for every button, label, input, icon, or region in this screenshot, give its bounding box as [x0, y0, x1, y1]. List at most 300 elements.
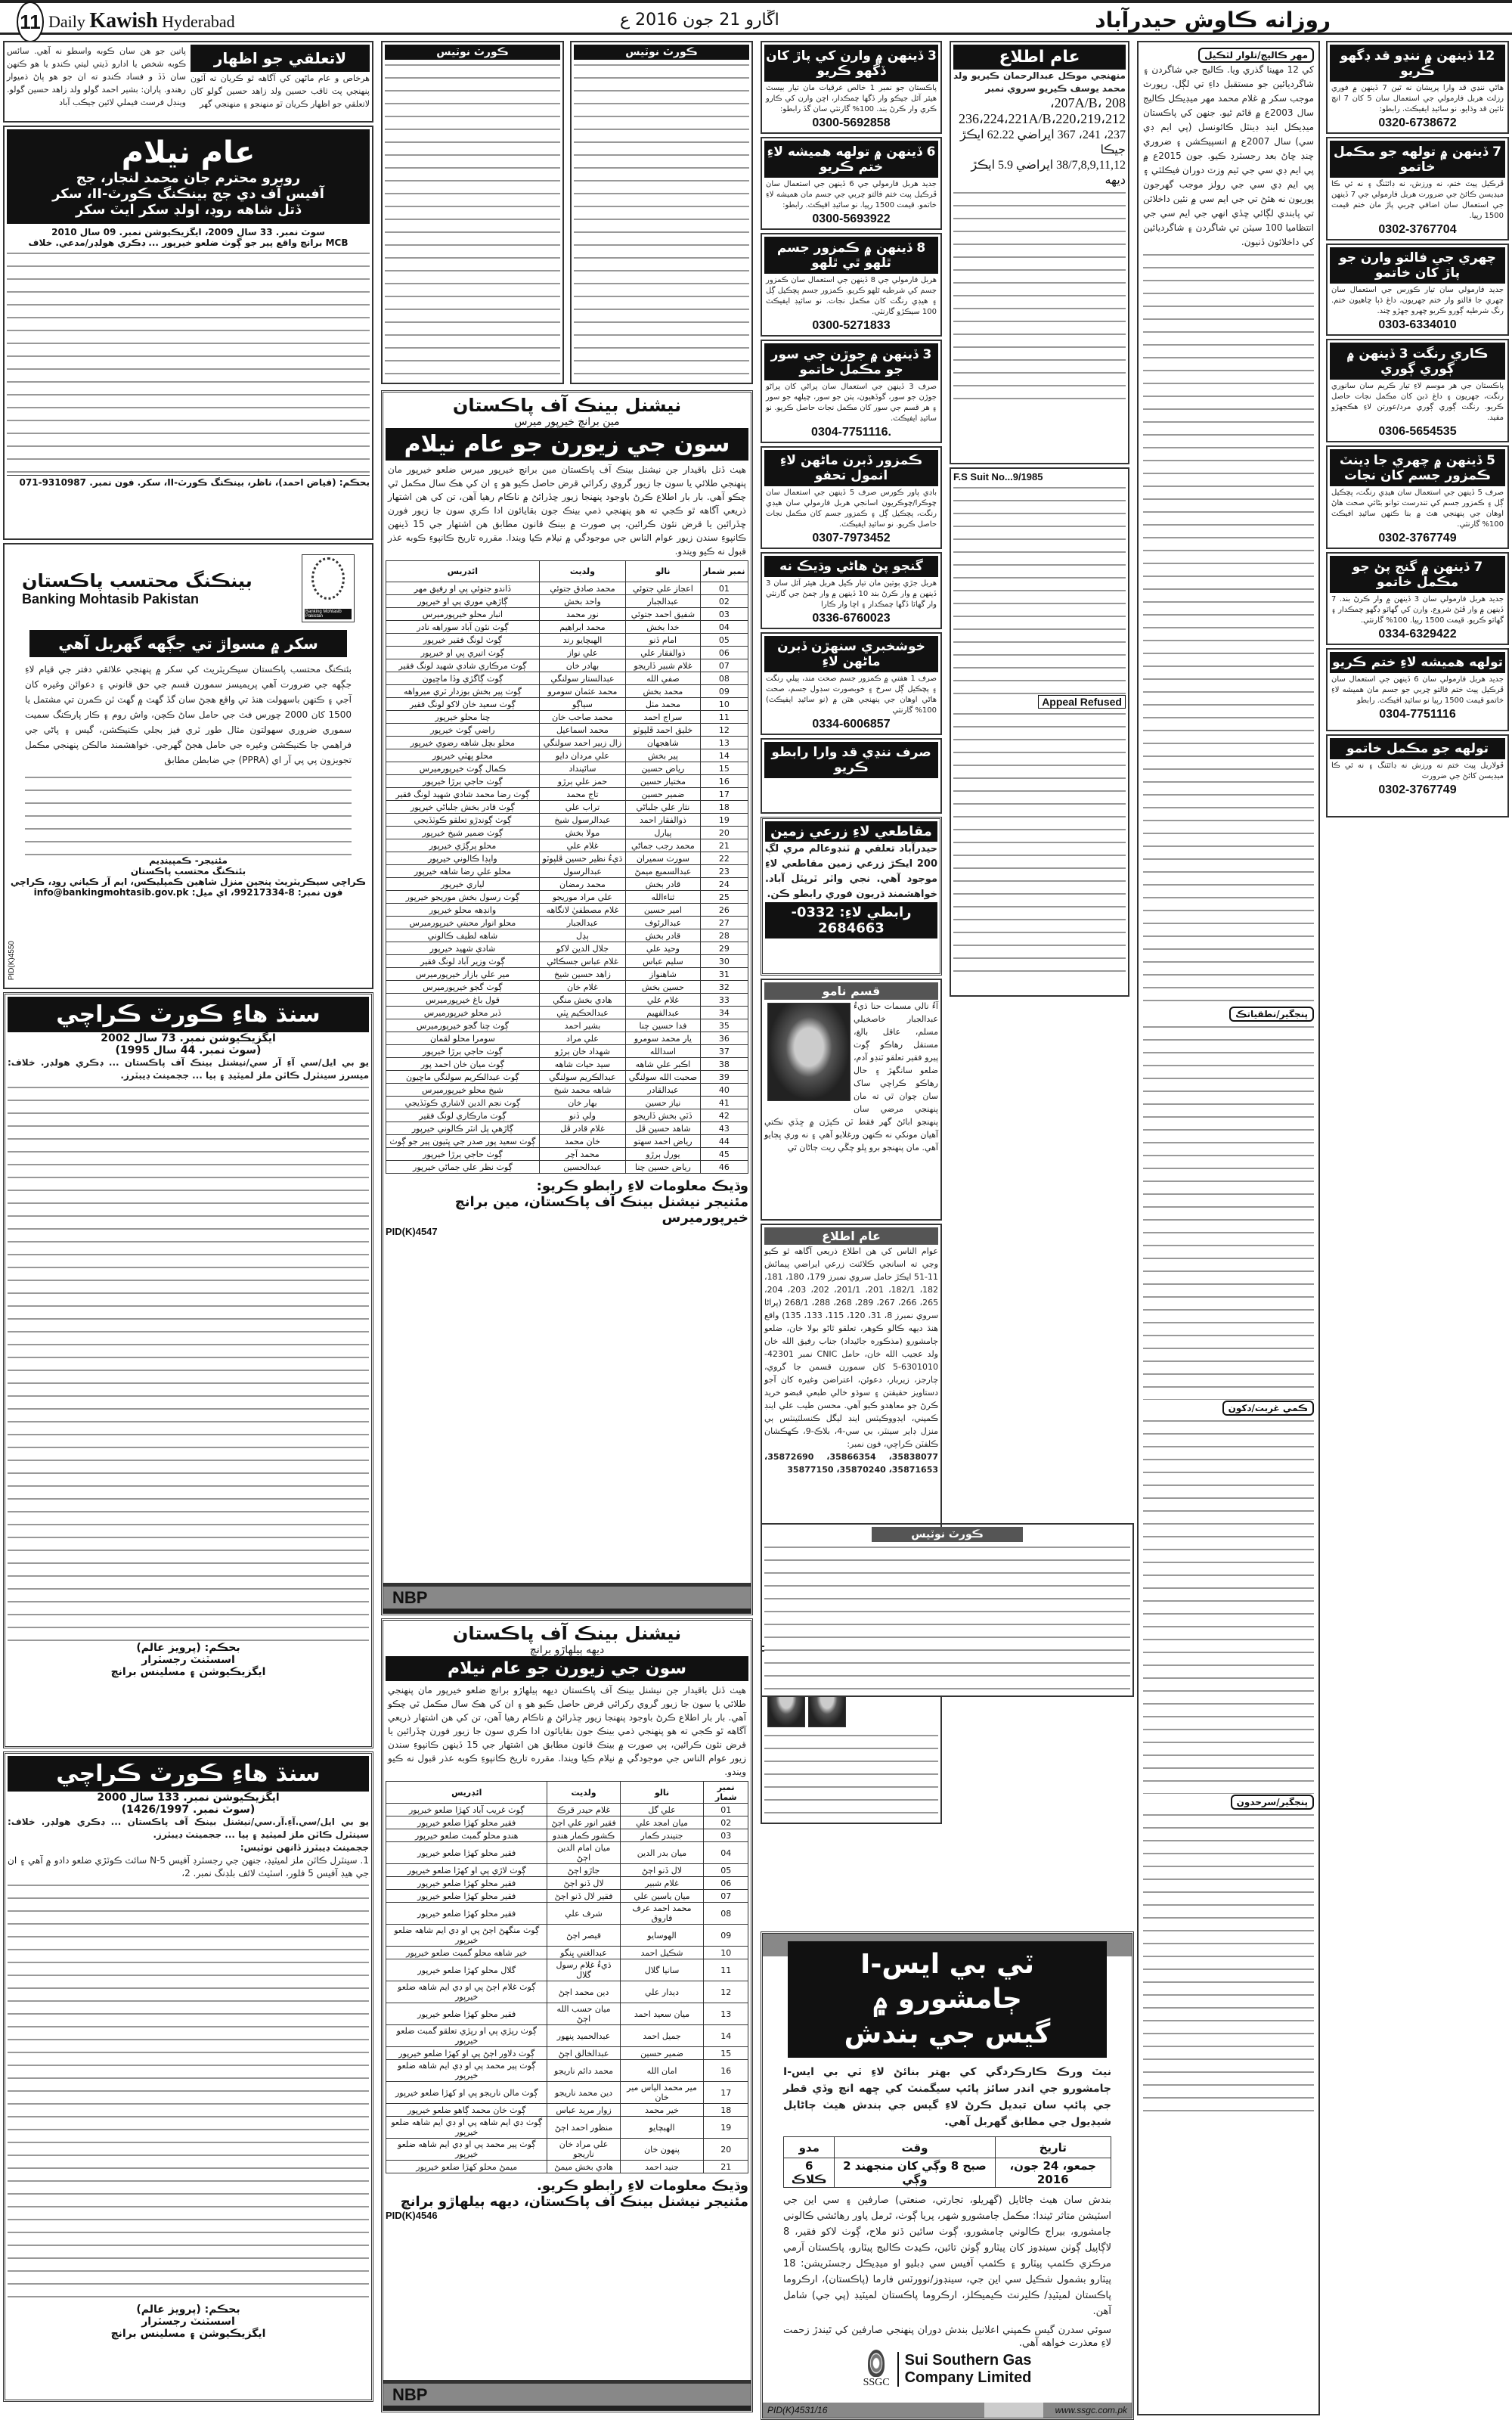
- table-cell: عبدالفهيم: [626, 1007, 701, 1019]
- table-cell: صفي الله: [626, 672, 701, 685]
- table-cell: شفيق احمد جتوئي: [626, 608, 701, 621]
- table-cell: مير محمد الياس مير خان: [620, 2082, 704, 2104]
- table-cell: جلال الدين لاکو: [539, 942, 625, 955]
- mohtasib-contact: فون نمبر: 8-99217334، اي ميل: info@bankingmohtasib.gov.pk: [33, 887, 343, 898]
- table-cell: ڳوٺ نظر علي جماڻي خيرپور: [386, 1161, 540, 1174]
- nbp-logo: NBP: [392, 2385, 428, 2404]
- table-cell: تراب علي: [539, 801, 625, 814]
- table-cell: غلام خان: [539, 981, 625, 994]
- table-cell: ڳوٺ پير محمد پي او ڊي ايم شاهه ضلعو خيرپور: [386, 2139, 547, 2161]
- table-cell: ڏاندو جتوئي پي او رفيق مهر: [386, 582, 540, 595]
- table-cell: عبدالسميع ميمڻ: [626, 865, 701, 878]
- masthead: [0, 0, 1512, 35]
- sindhi-masthead: روزانه ڪاوش حيدرآباد: [1095, 8, 1331, 33]
- classified-ad: [1326, 137, 1509, 240]
- table-row: [386, 891, 748, 904]
- table-cell: صحبت الله سولنگي: [626, 1071, 701, 1084]
- table-row: [386, 2082, 748, 2104]
- table-cell: شادي شهيد خيرپور: [386, 942, 540, 955]
- table-row: [386, 1084, 748, 1097]
- table-cell: رياض حسين چنا: [626, 1161, 701, 1174]
- table-cell: 12: [704, 1981, 748, 2003]
- english-masthead: Daily Kawish Hyderabad: [48, 9, 235, 33]
- table-cell: 04: [704, 1842, 748, 1864]
- table-cell: قيصر اڄڻ: [547, 1925, 620, 1947]
- table-cell: چنا محلو خيرپور: [386, 711, 540, 724]
- table-cell: 36: [700, 1032, 748, 1045]
- table-cell: 19: [704, 2117, 748, 2139]
- ad-phone: 0336-6760023: [812, 612, 891, 625]
- table-cell: 18: [700, 801, 748, 814]
- table-cell: ذوالفقار علي: [626, 647, 701, 659]
- table-cell: گلال محلو کهڙا ضلعو خيرپور: [386, 1959, 547, 1981]
- table-cell: شهداد خان ٻرڙو: [539, 1045, 625, 1058]
- table-cell: قادر بخش: [626, 929, 701, 942]
- table-cell: 21: [700, 839, 748, 852]
- table-row: [386, 878, 748, 891]
- table-cell: 02: [700, 595, 748, 608]
- table-cell: 42: [700, 1109, 748, 1122]
- table-cell: 37: [700, 1045, 748, 1058]
- table-cell: پير بخش: [626, 749, 701, 762]
- table-cell: ديدار علي: [620, 1981, 704, 2003]
- table-cell: سائينداد: [539, 762, 625, 775]
- table-cell: 01: [700, 582, 748, 595]
- table-cell: 17: [700, 788, 748, 801]
- table-cell: 15: [704, 2047, 748, 2060]
- page-number: 11: [17, 2, 44, 42]
- table-cell: 25: [700, 891, 748, 904]
- ad-phone: 0303-6334010: [1378, 318, 1457, 331]
- classified-ad: [1326, 445, 1509, 549]
- table-cell: عبدالقادر: [626, 1084, 701, 1097]
- flame-icon: [868, 2350, 885, 2377]
- ad-body: جديد هربل فارمولي سان 3 ڏينهن ۾ وار ڪرڻ بند. 7 ڏينهن ۾ وار ڦٽڻ شروع. وارن کي گهاٽو ڊگهو چمڪدار ۽ گهاٽو ڪريو. قيمت 1500 رپيا. 100% گارنٽي.: [1331, 595, 1504, 625]
- table-cell: 03: [704, 1829, 748, 1842]
- table-row: [386, 762, 748, 775]
- table-cell: خليق احمد ڦلپوٽو: [626, 724, 701, 737]
- classified-ad: [1326, 648, 1509, 731]
- classified-ad: [1326, 734, 1509, 817]
- table-row: [386, 904, 748, 917]
- table-cell: 10: [700, 698, 748, 711]
- table-cell: 10: [704, 1947, 748, 1959]
- table-cell: شاهنواز: [626, 968, 701, 981]
- disclaimer-ad: لاتعلقي جو اظهار هرخاص و عام ماڻهن کي آگاهه ٿو ڪريان ته آئون پنهنجي پٽ ثاقب حسين ولد زاهد حسين گولو کان لاتعلقي جو اظهار ڪريان ٿو منهنجو ۽ منهنجي گهر پاتين جو هن سان ڪوبه واسطو نه آهي. سائس ڪوبه شخص يا ادارو ڏيتي ليتي ڪندو يا هو ڪنهن سان ڏڏ و فساد ڪندو ته ان جو هو پاڻ ذميوار رهندو. پاران: بشير احمد گولو ولد زاهد حسين گولو. وينڊل فرسٽ فيملي لائين جيڪب آباد: [3, 41, 373, 123]
- table-cell: حسين بخش: [626, 981, 701, 994]
- table-row: [386, 2104, 748, 2117]
- table-cell: 30: [700, 955, 748, 968]
- table-cell: فقير لال ڏنو اڄڻ: [547, 1890, 620, 1903]
- ad-body: صرف 1 هفتي ۾ ڪمزور جسم صحت مند، پيلي رنگت ۽ پچڪيل ڳل سرخ ۽ خوبصورت سڊول جسم، صحت هاڻي اوهان جي پنهنجي هٿن ۾ (نو سائيڊ ايفيڪٽ) 100% گارنٽي: [766, 675, 937, 715]
- table-row: [386, 827, 748, 839]
- ad-phone: 0307-7973452: [812, 532, 891, 544]
- table-cell: بشير احمد: [539, 1019, 625, 1032]
- table-cell: سراج احمد: [626, 711, 701, 724]
- ad-phone: 0300-5693922: [812, 213, 891, 225]
- table-cell: امان الله: [620, 2060, 704, 2082]
- table-row: [386, 2117, 748, 2139]
- brand-name: Kawish: [89, 9, 158, 33]
- table-cell: 09: [704, 1925, 748, 1947]
- table-cell: 38: [700, 1058, 748, 1071]
- table-cell: 15: [700, 762, 748, 775]
- table-cell: ڳوٺ حاجي ٻرڙا خيرپور: [386, 1148, 540, 1161]
- table-row: [386, 942, 748, 955]
- court-notice-b: ڪورٽ نوٽيس: [570, 41, 753, 384]
- table-row: [386, 659, 748, 672]
- table-cell: محلو انوار محبتي خيرپورميرس: [386, 917, 540, 929]
- table-row: [386, 2161, 748, 2173]
- classified-ad: [761, 552, 942, 629]
- ad-title: 3 ڏينهن ۾ جوڙن جي سور جو مڪمل خاتمو: [764, 343, 938, 380]
- ad-phone: 0306-5654535: [1378, 425, 1457, 438]
- table-cell: 40: [700, 1084, 748, 1097]
- table-cell: امير حسين: [626, 904, 701, 917]
- table-cell: عبدالرسول: [539, 865, 625, 878]
- table-cell: عبدالجبار: [626, 595, 701, 608]
- table-cell: محمد رمضان: [539, 878, 625, 891]
- table-cell: 14: [704, 2025, 748, 2047]
- table-cell: رياض احمد سهتو: [626, 1135, 701, 1148]
- table-cell: ڳوٺ خان محمد ڳاهو ضلعو خيرپور: [386, 2104, 547, 2117]
- table-header: ائڊريس: [386, 1782, 547, 1804]
- table-cell: رياض حسين: [626, 762, 701, 775]
- table-cell: محمد احمد عرف فاروق: [620, 1903, 704, 1925]
- table-cell: 28: [700, 929, 748, 942]
- ad-body: هربل فارمولي جي 8 ڏينهن جي استعمال سان ڪمزور جسم کي شرطيه ٿلهو ڪريو. ڪمزور جسم پچڪيل ڳل ۽ هيڊي رنگت کان مڪمل نجات. نو سائيڊ ايفيڪٽ 100 سيڪڙو گارنٽي.: [766, 276, 937, 316]
- ad-title: گنجو پڻ هاڻي وڌيڪ نه: [764, 556, 938, 577]
- table-row: [386, 801, 748, 814]
- table-row: [386, 1019, 748, 1032]
- table-cell: دين محمد اڄڻ: [547, 1981, 620, 2003]
- ssgc-url: www.ssgc.com.pk: [1055, 2405, 1127, 2415]
- ad-body: هربل جڙي ٻوٽين مان تيار ڪيل هربل هيئر آئل سان 3 ڏينهن ۾ وار ڪرڻ بند 10 ڏينهن ۾ وار ڄمڻ جي گارنٽي وار گهاٽا ڏگها چمڪدار ۽ اڇا وار ڪارا: [766, 579, 937, 609]
- table-cell: 13: [700, 737, 748, 749]
- table-row: [386, 1947, 748, 1959]
- column-4: [947, 38, 1132, 2417]
- table-row: [386, 955, 748, 968]
- table-cell: 29: [700, 942, 748, 955]
- table-cell: ڳوٺ نئون آباد سوراهه نادر: [386, 621, 540, 634]
- ad-title: ڪمزور ڏبرن ماڻهن لاءِ انمول تحفو: [764, 450, 938, 486]
- table-cell: نور محمد: [539, 608, 625, 621]
- column-5: [1134, 38, 1512, 2417]
- table-cell: ڳوٺ سعيد خان لاکو لونگ فقير: [386, 698, 540, 711]
- table-cell: غلام علي: [626, 994, 701, 1007]
- table-cell: ثناءالله: [626, 891, 701, 904]
- table-cell: ڳوٺ نجم الدين لاشاري ڪوٽڏيجي: [386, 1097, 540, 1109]
- table-cell: 05: [700, 634, 748, 647]
- table-cell: 22: [700, 852, 748, 865]
- table-cell: 01: [704, 1804, 748, 1816]
- table-cell: ڳوٺ رپڙي پي او رپڙي تعلقو گمبٽ ضلعو خيرپور: [386, 2025, 547, 2047]
- table-cell: شاهد حسين ڦل: [626, 1122, 701, 1135]
- table-cell: عبدالستار سولنگي: [539, 672, 625, 685]
- table-cell: 35: [700, 1019, 748, 1032]
- table-row: [386, 621, 748, 634]
- ad-title: صرف ننڍي قد وارا رابطو ڪريو: [764, 742, 938, 778]
- public-notice: عام اطلاع عوام الناس کي هن اطلاع ذريعي آگاهه ٿو ڪيو وڃي ته اسانجي ڪلائنٽ زرعي ايراضي پيمائش 11-51 ايڪڙ حامل سروي نمبرز 179، 180، 181، 182، 182/1، 201، 201/1، 202، 203، 204، 265، 266، 267، 289، 268، 288، 268/1 (پراڻا سروي نمبرز 8، 31، 120، 115، 133، 135) واقع هنڌ ديهه ڪالو ڪوهر، تعلقو ٿاڻو بولا خان، ضلعو ڄامشورو (مذڪوره جائيداد) جناب رفيق الله خان ولد عجيب الله خان، حامل CNIC نمبر 42301-6301010-5 کان سمورن قسمن جا گروي، چارجز، زيربار، دعوئن، اعتراضن وغيره کان آجو دستاويز حقيقتن ۽ سوڌو خالي طبعي قبضو خريد ڪرڻ جو معاهدو ڪيو آهي. محسن طيب علي اينڊ ڪمپني، ايڊووڪيٽس اينڊ ليگل ڪنسلٽينٽس ٻي منزل ڊاير سينٽر، بي سي-4، بلاڪ-9، ڪهڪشان ڪلفٽن ڪراچي، فون نمبر: 35838077، 35866354، 35872690، 35871653، 35870240، 35877150: [761, 1224, 942, 1647]
- mohtasib-brand-en: Banking Mohtasib Pakistan: [22, 591, 200, 607]
- table-cell: ڳوٺ غريب آباد کهڙا ضلعو خيرپور: [386, 1804, 547, 1816]
- table-cell: خدا بخش: [626, 621, 701, 634]
- table-cell: اعجاز علي جتوئي: [626, 582, 701, 595]
- table-row: [386, 749, 748, 762]
- table-cell: ڳوٺ ميان خان احمد پور: [386, 1058, 540, 1071]
- column-2: [378, 38, 756, 2417]
- table-row: [386, 775, 748, 788]
- table-cell: زال زبير احمد سولنگي: [539, 737, 625, 749]
- table-cell: اڪبر علي شاهه: [626, 1058, 701, 1071]
- table-cell: 11: [704, 1959, 748, 1981]
- table-cell: محمد صاحب خان: [539, 711, 625, 724]
- banking-mohtasib-ad: بينڪنگ محتسب پاڪستان Banking Mohtasib Pakistan Banking Mohtasib Pakistan سکر ۾ مسواڙ تي جڳهه گهربل آهي بئنڪنگ محتسب پاڪستان سيڪريٽريٽ کي سکر ۾ پنهنجي علائقي دفتر جي قيام لاءِ جڳهه جي ضرورت آهي پريميسز سمورن قسم جي حق قانوني ۽ دعوائن وغيره کان آجي ۽ ڪنهن باسهولت هنڌ تي واقع هجڻ سان گڏ گهٽ ۾ گهٽ ٽن ڪمرن تي مشتمل يا 1500 کان 2000 چورس فٽ جي حامل ساڻ ڪچن، واش روم ۽ ڪار پارڪنگ سميت سموري ضروري سهولتون مثال طور ٽري فيز بجلي ڪنيڪشن، گيس ۽ پاڻي جي فراهمي جا ڪنيڪشن وغيره جي حامل هجڻ گهرجي. خواهشمند مالڪن پنهنجي مڪمل تجويزون پي پي آر اي (PPRA) جي ضابطن مطابق مئنيجر- ڪمپينڊيم بئنڪنگ محتسب پاڪستان ڪراچي سيڪريٽريٽ پنجين منزل شاهين ڪمپليڪس، ايم آر ڪياني روڊ، ڪراچي فون نمبر: 8-99217334، اي ميل: info@bankingmohtasib.gov.pk PID(K)4550: [3, 543, 373, 989]
- table-cell: 08: [700, 672, 748, 685]
- table-cell: ڳاڙهي موري پي او خيرپور: [386, 595, 540, 608]
- ad-title: تولهه هميشه لاءِ ختم ڪريو: [1330, 652, 1505, 673]
- ad-title: 5 ڏينهن ۾ چهري جا ڊينٽ ڪمزور جسم کان نجات: [1330, 449, 1505, 486]
- table-row: [386, 1981, 748, 2003]
- nbp1-defaulters-table: [386, 560, 748, 1174]
- ad-phone: 0300-5692858: [812, 116, 891, 129]
- table-cell: ڳوٺ دلاور اڄڻ پي او کهڙا ضلعو خيرپور: [386, 2047, 547, 2060]
- classified-ad: [1326, 41, 1509, 134]
- table-cell: نثار علي جلباڻي: [626, 801, 701, 814]
- table-cell: محمد مٺل: [626, 698, 701, 711]
- table-cell: خير شاهه محلو گمبٽ ضلعو خيرپور: [386, 1947, 547, 1959]
- table-cell: محمد صادق جتوئي: [539, 582, 625, 595]
- nbp-gold-auction-bhelharo: نيشنل بينڪ آف پاڪستان ديهه ٻيلهاڙو برانچ سون جي زيورن جو عام نيلام هيٺ ڏنل باقيدار جن نيشنل بينڪ آف پاڪستان ديهه ٻيلهاڙو برانچ ضلعو خيرپور مان پنهنجي طلائي يا سون جا زيور گروي رکرائي قرض حاصل ڪيو هو ۽ ان کي هڪ سال مڪمل ٿي چڪو آهي. بار بار اطلاع ڪرڻ باوجود پنهنجا زيور ڇڏرائڻ ۾ ناڪام رهيا آهن، تن کي هن اشتهار ذريعي آگاهه ٿو ڪجي ته هو پنهنجي ذمي بينڪ جون بقايائون ادا ڪري سون جا زيور فورن ڇڏرائين يا قرض نئون ڪرائين، ٻي صورت ۾ بينڪ قانون مطابق هن اشتهار جي 15 ڏينهن ڪانپوءِ سندن زيور عوام الناس جي موجودگي ۾ نيلام ڪيا ويندا. مقرره تاريخ ڪانپوءِ ڪوبه عذر قبول نه ڪيو ويندو. نمبر شمار نالو ولديت ائڊريس 01 علي گل غلام حيدر قرڪ ڳوٺ غريب آباد کهڙا ضلعو خيرپور 02 ميان امجد علي فقير انور علي اڄڻ فقير محلو کهڙا ضلعو خيرپور 03 جتيندر ڪمار ڪشور ڪمار هندو هندو محلو گمبٽ ضلعو خيرپور 04 ميان بدر الدين ميان امام الدين اڄڻ فقير محلو کهڙا ضلعو خيرپور 05 لال ڏنو اڄڻ جاڙو اڄڻ ڳوٺ لاڙي پي او کهڙا ضلعو خيرپور 06 غلام شبير لال ڏنو اڄڻ فقير محلو کهڙا ضلعو خيرپور 07 ميان ياسين علي فقير لال ڏنو اڄڻ فقير محلو کهڙا ضلعو خيرپور 08 محمد احمد عرف فاروق شرف علي فقير محلو کهڙا ضلعو خيرپور 09 الهوسايو قيصر اڄڻ ڳوٺ منگهڻ اڄڻ پي او ڊي ايم شاهه ضلعو خيرپور 10 شڪيل احمد عبدالغني ڀنگو خير شاهه محلو گمبٽ ضلعو خيرپور 11 سانيا گلال ڌيءُ غلام رسول گلال گلال محلو کهڙا ضلعو خيرپور 12 ديدار علي دين محمد اڄڻ ڳوٺ غلام اڄڻ پي او ڊي ايم شاهه ضلعو خيرپور 13 ميان سعيد احمد ميان حسب الله اڄڻ فقير محلو کهڙا ضلعو خيرپور 14 جميل احمد عبدالحميد پنهور ڳوٺ رپڙي پي او رپڙي تعلقو گمبٽ ضلعو خيرپور 15 ضمير حسين عبدالخالق اڄڻ ڳوٺ دلاور اڄڻ پي او کهڙا ضلعو خيرپور 16 امان الله محمد دائم ناريجو ڳوٺ پير محمد پي او ڊي ايم شاهه ضلعو خيرپور 17 مير محمد الياس مير خان دين محمد ناريجو ڳوٺ مالن ناريجو پي او کهڙا ضلعو خيرپور 18 خير محمد زوار مريد عباس ڳوٺ خان محمد ڳاهو ضلعو خيرپور 19 الهبچايو منظور احمد اڄڻ ڳوٺ ڊي ايم شاهه پي او ڊي ايم شاهه ضلعو خيرپور 20 پنهون خان علي مراد خان ناريجو ڳوٺ پير محمد پي او ڊي ايم شاهه ضلعو خيرپور 21 جنيد احمد هادي بخش ميمڻ ميمڻ محلو کهڙا ضلعو خيرپور وڌيڪ معلومات لاءِ رابطو ڪريو. مئنيجر نيشنل بينڪ آف پاڪستان، ديهه ٻيلهاڙو برانچ PID(K)4546 NBP: [381, 1618, 753, 2412]
- table-cell: 43: [700, 1122, 748, 1135]
- table-cell: ڳوٺ لاڙي پي او کهڙا ضلعو خيرپور: [386, 1864, 547, 1877]
- table-cell: 11: [700, 711, 748, 724]
- sindh-high-court-notice-1: سنڌ هاءِ ڪورٽ ڪراچي ايگزيڪيوشن نمبر. 73 سال 2002 (سوٽ نمبر. 44 سال 1995) يو بي ايل/سي آءِ آر سي/نيشنل بينڪ آف پاڪستان ... ڊڪري هولڊر. خلاف: ميسرز سينٽرل ڪاٽن ملز لميٽيڊ ۽ ٻيا ... ججمينٽ ڊيبٽرز. بحڪم: (پرويز عالم) اسسٽنٽ رجسٽرار ايگزيڪيوشن ۽ مسلينس برانچ: [3, 992, 373, 1748]
- classified-ad: [761, 446, 942, 549]
- table-cell: 39: [700, 1071, 748, 1084]
- table-cell: 05: [704, 1864, 748, 1877]
- table-cell: فدا حسين چنا: [626, 1019, 701, 1032]
- table-cell: الهوسايو: [620, 1925, 704, 1947]
- table-cell: 21: [704, 2161, 748, 2173]
- table-cell: 14: [700, 749, 748, 762]
- ssgc-logo: SSGC Sui Southern Gas Company Limited: [765, 2350, 1129, 2389]
- table-cell: فقير محلو کهڙا ضلعو خيرپور: [386, 1877, 547, 1890]
- affidavit-1: قسم نامو آءُ نالي مسمات حنا ڌيءُ عبدالجبار خاصخيلي مسلم، عاقل بالغ، مستقل رهاڪو ڳوٺ پيرو فقير تعلقو ٽنڊو آدم، ضلعو سانگهڙ ۽ حال رهاڪو ڪراچي ساک سان چوان ٿي ته مان پنهنجي مرضي سان پنهنجو ابائڻ گهر فقط ٽن ڪپڙن ۾ ڇڏي نڪتي آهيان مونکي نه ڪنهن ورغلايو آهي ۽ نه وري ڀڄايو آهي. مان پنهنجو برو ڀلو چڱي ريت ڄاڻان ٿي: [761, 979, 942, 1221]
- table-cell: ڳوٺ وزير آباد لونگ فقير: [386, 955, 540, 968]
- table-cell: 04: [700, 621, 748, 634]
- table-cell: علي نواز: [539, 647, 625, 659]
- table-cell: عبدالحسين: [539, 1161, 625, 1174]
- table-cell: 12: [700, 724, 748, 737]
- table-cell: عبدالرئوف: [626, 917, 701, 929]
- agri-land-ad: مقاطعي لاءِ زرعي زمين حيدرآباد تعلقي ۾ ٽنڊوعالم مري لڳ 200 ايڪڙ زرعي زمين مقاطعي لاءِ موجود آهي. نجي واٽر ٽرپٽل آباد. خواهشمند ڌريون فوري رابطو ڪن. رابطي لاءِ: 0332-2684663: [761, 817, 942, 976]
- ad-phone: 0304-7751116: [1379, 708, 1456, 721]
- table-cell: ڪمال ڳوٺ خيرپورميرس: [386, 762, 540, 775]
- table-cell: ڳوٺ مارڪاري لونگ فقير: [386, 1109, 540, 1122]
- table-cell: ضمير حسين: [620, 2047, 704, 2060]
- table-row: [386, 1829, 748, 1842]
- table-header: ائڊريس: [386, 561, 540, 582]
- table-cell: قادر بخش: [626, 878, 701, 891]
- table-cell: 09: [700, 685, 748, 698]
- ad-body: صرف 3 ڏينهن جي استعمال سان پراڻي کان پراڻو جوڙن جو سور، گوڏهيون، پٺن جو سور، چيلهه جو سور ۽ هر قسم جي سور کان مڪمل نجات حاصل ڪريو. نو سائيڊ ايفيڪٽ.: [766, 383, 937, 423]
- table-cell: غلام شبير ڏاريجو: [626, 659, 701, 672]
- table-cell: علي مراد: [539, 1032, 625, 1045]
- table-cell: يورل ٻرڙو: [626, 1148, 701, 1161]
- table-row: [386, 865, 748, 878]
- ad-title: ڪاري رنگت 3 ڏينهن ۾ ڳوري ڳوري: [1330, 343, 1505, 380]
- table-cell: محمد دائم ناريجو: [547, 2060, 620, 2082]
- table-row: [386, 1007, 748, 1019]
- table-cell: ڳوٺ مالن ناريجو پي او کهڙا ضلعو خيرپور: [386, 2082, 547, 2104]
- table-cell: ڳوٺ رضا محمد شادي شهيد لونگ فقير: [386, 788, 540, 801]
- table-row: [386, 1135, 748, 1148]
- table-cell: شاهه لطيف ڪالوني: [386, 929, 540, 942]
- table-cell: 08: [704, 1903, 748, 1925]
- table-cell: 41: [700, 1097, 748, 1109]
- table-row: [386, 1804, 748, 1816]
- table-cell: غلام قادر ڦل: [539, 1122, 625, 1135]
- table-cell: جميل احمد: [620, 2025, 704, 2047]
- table-cell: فقير محلو کهڙا ضلعو خيرپور: [386, 1816, 547, 1829]
- table-cell: 26: [700, 904, 748, 917]
- table-cell: هادي بخش منگي: [539, 994, 625, 1007]
- table-cell: سانيا گلال: [620, 1959, 704, 1981]
- ad-phone: 0334-6006857: [812, 718, 891, 731]
- table-cell: 27: [700, 917, 748, 929]
- table-cell: ڪشور ڪمار هندو: [547, 1829, 620, 1842]
- table-cell: محمد رجب جماڻي: [626, 839, 701, 852]
- table-row: [386, 1148, 748, 1161]
- table-row: [386, 1045, 748, 1058]
- table-row: [386, 839, 748, 852]
- nbp2-defaulters-table: [386, 1781, 748, 2173]
- table-cell: 20: [700, 827, 748, 839]
- table-cell: خان محمد: [539, 1135, 625, 1148]
- table-cell: ميان بدر الدين: [620, 1842, 704, 1864]
- table-cell: هندو محلو گمبٽ ضلعو خيرپور: [386, 1829, 547, 1842]
- table-row: [386, 2139, 748, 2161]
- table-cell: ڳوٺ ڳوندڙو تعلقو ڪوٽڏيجي: [386, 814, 540, 827]
- table-cell: مختيار حسين: [626, 775, 701, 788]
- table-cell: وحيد علي: [626, 942, 701, 955]
- table-cell: ڳوٺ سعيد پور صدر جي ڀٽيون پير جو ڳوٺ: [386, 1135, 540, 1148]
- table-cell: ڌيءُ نظير حسين ڦلپوٽو: [539, 852, 625, 865]
- table-cell: بهادر خان: [539, 659, 625, 672]
- table-row: [386, 788, 748, 801]
- table-cell: ڳوٺ منگهڻ اڄڻ پي او ڊي ايم شاهه ضلعو خيرپور: [386, 1925, 547, 1947]
- table-cell: علي مراد خان ناريجو: [547, 2139, 620, 2161]
- affidavit-photo: [767, 1003, 850, 1101]
- ad-title: 7 ڏينهن ۾ گنج پڻ جو مڪمل خاتمو: [1330, 556, 1505, 593]
- table-cell: زوار مريد عباس: [547, 2104, 620, 2117]
- table-row: [386, 711, 748, 724]
- ad-body: ڦرڪيل پيٽ ختم، نه ورزش، نه ڊائٽنگ ۽ نه ئي ڪا ميڊيسن ڪائڻ جي ضرورت هربل فارمولي جي 7 ڏينهن جي استعمال سان اضافي چربي پاڙ مان ختم قيمت 1500 رپيا.: [1331, 180, 1504, 220]
- ad-phone: 0302-3767749: [1378, 532, 1457, 544]
- table-cell: سياڳو: [539, 698, 625, 711]
- ad-title: خوشخبري سنهڙن ڏبرن ماڻهن لاءِ: [764, 636, 938, 672]
- ad-title: تولهه جو مڪمل خاتمو: [1330, 738, 1505, 759]
- emblem-icon: Banking Mohtasib Pakistan: [302, 554, 355, 622]
- ad-title: 8 ڏينهن ۾ ڪمزور جسم ٿلهو ٿي ٿلهو: [764, 237, 938, 274]
- table-row: [386, 724, 748, 737]
- table-cell: خير محمد: [620, 2104, 704, 2117]
- table-row: [386, 647, 748, 659]
- table-cell: شرف علي: [547, 1903, 620, 1925]
- classified-ad: [761, 340, 942, 443]
- table-cell: محلو ڀهٽي خيرپور: [386, 749, 540, 762]
- ad-phone: 0320-6738672: [1378, 116, 1457, 129]
- table-cell: مولا بخش: [539, 827, 625, 839]
- table-cell: غلام حيدر قرڪ: [547, 1804, 620, 1816]
- classified-ad: [761, 233, 942, 337]
- table-row: [386, 1071, 748, 1084]
- table-cell: ذوالفقار احمد: [626, 814, 701, 827]
- table-header: نالو: [626, 561, 701, 582]
- mohtasib-headline: سکر ۾ مسواڙ تي جڳهه گهربل آهي: [29, 630, 347, 657]
- table-cell: فقير محلو کهڙا ضلعو خيرپور: [386, 1842, 547, 1864]
- table-cell: 13: [704, 2003, 748, 2025]
- classified-ad: [761, 41, 942, 134]
- table-cell: جتيندر ڪمار: [620, 1829, 704, 1842]
- table-cell: عبدالخالق اڄڻ: [547, 2047, 620, 2060]
- ad-title: 12 ڏينهن ۾ ننڍو قد ڊگهو ڪريو: [1330, 45, 1505, 82]
- table-cell: عبدالغني ڀنگو: [547, 1947, 620, 1959]
- table-cell: غلام مصطفيٰ لانگاهه: [539, 904, 625, 917]
- table-row: [386, 1903, 748, 1925]
- table-cell: شيخ محلو خيرپورميرس: [386, 1084, 540, 1097]
- table-cell: لال ڏنو اڄڻ: [547, 1877, 620, 1890]
- table-cell: ڳوٺ ڳاگڙي وڏا ماڇيون: [386, 672, 540, 685]
- table-cell: ميان امجد علي: [620, 1816, 704, 1829]
- table-cell: 07: [700, 659, 748, 672]
- table-cell: غلام علي: [539, 839, 625, 852]
- table-cell: 18: [704, 2104, 748, 2117]
- table-cell: محمد بخش: [626, 685, 701, 698]
- table-cell: سورٺ سميران: [626, 852, 701, 865]
- table-cell: ڏبر محلو خيرپورميرس: [386, 1007, 540, 1019]
- auction-title: عام نيلام: [121, 135, 256, 170]
- table-cell: 33: [700, 994, 748, 1007]
- table-row: [386, 814, 748, 827]
- table-row: [386, 1925, 748, 1947]
- table-cell: عبدالحڪيم ڀٽي: [539, 1007, 625, 1019]
- nbp-gold-auction-khairpur: نيشنل بينڪ آف پاڪستان مين برانچ خيرپور ميرس سون جي زيورن جو عام نيلام هيٺ ڏنل باقيدار جن نيشنل بينڪ آف پاڪستان مين برانچ خيرپور ميرس ضلعو خيرپور مان پنهنجي طلائي يا سون جا زيور گروي رکرائي قرض حاصل ڪيو هو ۽ ان کي هڪ سال مڪمل ٿي چڪو آهي. بار بار اطلاع ڪرڻ باوجود پنهنجا زيور ڇڏرائڻ ۾ ناڪام رهيا آهن، تن کي هن اشتهار ذريعي آگاهه ٿو ڪجي ته هو پنهنجي ذمي بينڪ جون بقايائون ادا ڪري سون جا زيور فورن ڇڏرائين يا قرض نئون ڪرائين، ٻي صورت ۾ بينڪ قانون مطابق هن اشتهار جي 15 ڏينهن ڪانپوءِ سندن زيور عوام الناس جي موجودگي ۾ نيلام ڪيا ويندا. مقرره تاريخ ڪانپوءِ ڪوبه عذر قبول نه ڪيو ويندو. نمبر شمار نالو ولديت ائڊريس 01 اعجاز علي جتوئي محمد صادق جتوئي ڏاندو جتوئي پي او رفيق مهر 02 عبدالجبار واحد بخش ڳاڙهي موري پي او خيرپور 03 شفيق احمد جتوئي نور محمد انبار محلو خيرپورميرس 04 خدا بخش محمد ابراهيم ڳوٺ نئون آباد سوراهه نادر 05 امام ڏنو الهبچايو رند ڳوٺ لونگ فقير خيرپور 06 ذوالفقار علي علي نواز ڳوٺ اتيري پي او خيرپور 07 غلام شبير ڏاريجو بهادر خان ڳوٺ مرڪاري شادي شهيد لونگ فقير 08 صفي الله عبدالستار سولنگي ڳوٺ ڳاگڙي وڏا ماڇيون 09 محمد بخش محمد عثمان سومرو ڳوٺ پير بخش بوزدار ٽري ميرواهه 10 محمد مٺل سياڳو ڳوٺ سعيد خان لاکو لونگ فقير 11 سراج احمد محمد صاحب خان چنا محلو خيرپور 12 خليق احمد ڦلپوٽو محمد اسماعيل راضي ڳوٺ خيرپور 13 شاهجهان زال زبير احمد سولنگي محلو بچل شاهه رضوي خيرپور 14 پير بخش علي مردان دايو محلو ڀهٽي خيرپور 15 رياض حسين سائينداد ڪمال ڳوٺ خيرپورميرس 16 مختيار حسين حمز علي ٻرڙو ڳوٺ حاجي ٻرڙا خيرپور 17 ضمير حسين تاج محمد ڳوٺ رضا محمد شادي شهيد لونگ فقير 18 نثار علي جلباڻي تراب علي ڳوٺ قادر بخش جلباڻي خيرپور 19 ذوالفقار احمد عبدالرسول شيخ ڳوٺ ڳوندڙو تعلقو ڪوٽڏيجي 20 پيارل مولا بخش ڳوٺ ضمير شيخ خيرپور 21 محمد رجب جماڻي غلام علي محلو پرڳڙي خيرپور 22 سورٺ سميران ڌيءُ نظير حسين ڦلپوٽو واپڊا ڪالوني خيرپور 23 عبدالسميع ميمڻ عبدالرسول محلو علي رضا شاهه خيرپور 24 قادر بخش محمد رمضان لياري خيرپور 25 ثناءالله علي مراد موريجو ڳوٺ رسول بخش موريجو خيرپور 26 امير حسين غلام مصطفيٰ لانگاهه وانڍهه محلو خيرپور 27 عبدالرئوف عبدالجبار محلو انوار محبتي خيرپورميرس 28 قادر بخش ٻڍل شاهه لطيف ڪالوني 29 وحيد علي جلال الدين لاکو شادي شهيد خيرپور 30 سليم عباس غلام عباس جسڪاڻي ڳوٺ وزير آباد لونگ فقير 31 شاهنواز زاهد حسين شيخ مير علي بازار خيرپورميرس 32 حسين بخش غلام خان ڳوٺ گجو خيرپورميرس 33 غلام علي هادي بخش منگي قول باغ خيرپورميرس 34 عبدالفهيم عبدالحڪيم ڀٽي ڏبر محلو خيرپورميرس 35 فدا حسين چنا بشير احمد ڳوٺ چنا گجو خيرپورميرس 36 يار محمد سومرو علي مراد سومرا محلو لقمان 37 اسدالله شهداد خان ٻرڙو ڳوٺ حاجي ٻرڙا خيرپور 38 اڪبر علي شاهه سيد حيات شاهه ڳوٺ ميان خان احمد پور 39 صحبت الله سولنگي عبدالڪريم سولنگي ڳوٺ عبدالڪريم سولنگي ماڇيون 40 عبدالقادر شاهه محمد شيخ شيخ محلو خيرپورميرس 41 نياز حسين بهار خان ڳوٺ نجم الدين لاشاري ڪوٽڏيجي 42 ڏٽي بخش ڏاريجو ولي ڏنو ڳوٺ مارڪاري لونگ فقير 43 شاهد حسين ڦل غلام قادر ڦل ڳاڙهي پل انٽر ڪالوني خيرپور 44 رياض احمد سهتو خان محمد ڳوٺ سعيد پور صدر جي ڀٽيون پير جو ڳوٺ 45 يورل ٻرڙو محمد آچر ڳوٺ حاجي ٻرڙا خيرپور 46 رياض حسين چنا عبدالحسين ڳوٺ نظر علي جماڻي خيرپور وڌيڪ معلومات لاءِ رابطو ڪريو: مئنيجر نيشنل بينڪ آف پاڪستان، مين برانچ خيرپورميرس PID(K)4547 NBP: [381, 390, 753, 1615]
- table-cell: 16: [704, 2060, 748, 2082]
- table-header: ولديت: [539, 561, 625, 582]
- table-cell: ميمڻ محلو کهڙا ضلعو خيرپور: [386, 2161, 547, 2173]
- disclaimer-title: لاتعلقي جو اظهار: [191, 45, 370, 72]
- table-cell: واحد بخش: [539, 595, 625, 608]
- table-cell: ڳوٺ گجو خيرپورميرس: [386, 981, 540, 994]
- table-cell: ڏٽي بخش ڏاريجو: [626, 1109, 701, 1122]
- table-row: [386, 1161, 748, 1174]
- table-cell: محلو پرڳڙي خيرپور: [386, 839, 540, 852]
- table-row: [386, 1122, 748, 1135]
- ad-title: 7 ڏينهن ۾ تولهه جو مڪمل خاتمو: [1330, 141, 1505, 178]
- table-header: نمبر شمار: [700, 561, 748, 582]
- court-notice-c: ڪورٽ نوٽيس: [761, 1523, 1134, 1697]
- table-cell: ڳوٺ غلام اڄڻ پي او ڊي ايم شاهه ضلعو خيرپور: [386, 1981, 547, 2003]
- auction-signature: بحڪم: (فياض احمد)، ناظر، بينڪنگ ڪورٽ-II، سکر. فون نمبر. 9310987-071: [7, 475, 370, 488]
- table-cell: اسدالله: [626, 1045, 701, 1058]
- table-cell: عبدالجبار: [539, 917, 625, 929]
- table-cell: ڳوٺ قادر بخش جلباڻي خيرپور: [386, 801, 540, 814]
- table-cell: ڳوٺ چنا گجو خيرپورميرس: [386, 1019, 540, 1032]
- ad-body: صرف 5 ڏينهن جي استعمال سان هيڊي رنگت، پچڪيل ڳل ۽ ڪمزور جسم کي تندرست توانو بڻائي صحت هاڻ اوهان جي پنهنجي هٿ ۾ بنا ڪنهن سائيڊ افيڪٽ 100% گارنٽي.: [1331, 489, 1504, 529]
- table-row: [386, 685, 748, 698]
